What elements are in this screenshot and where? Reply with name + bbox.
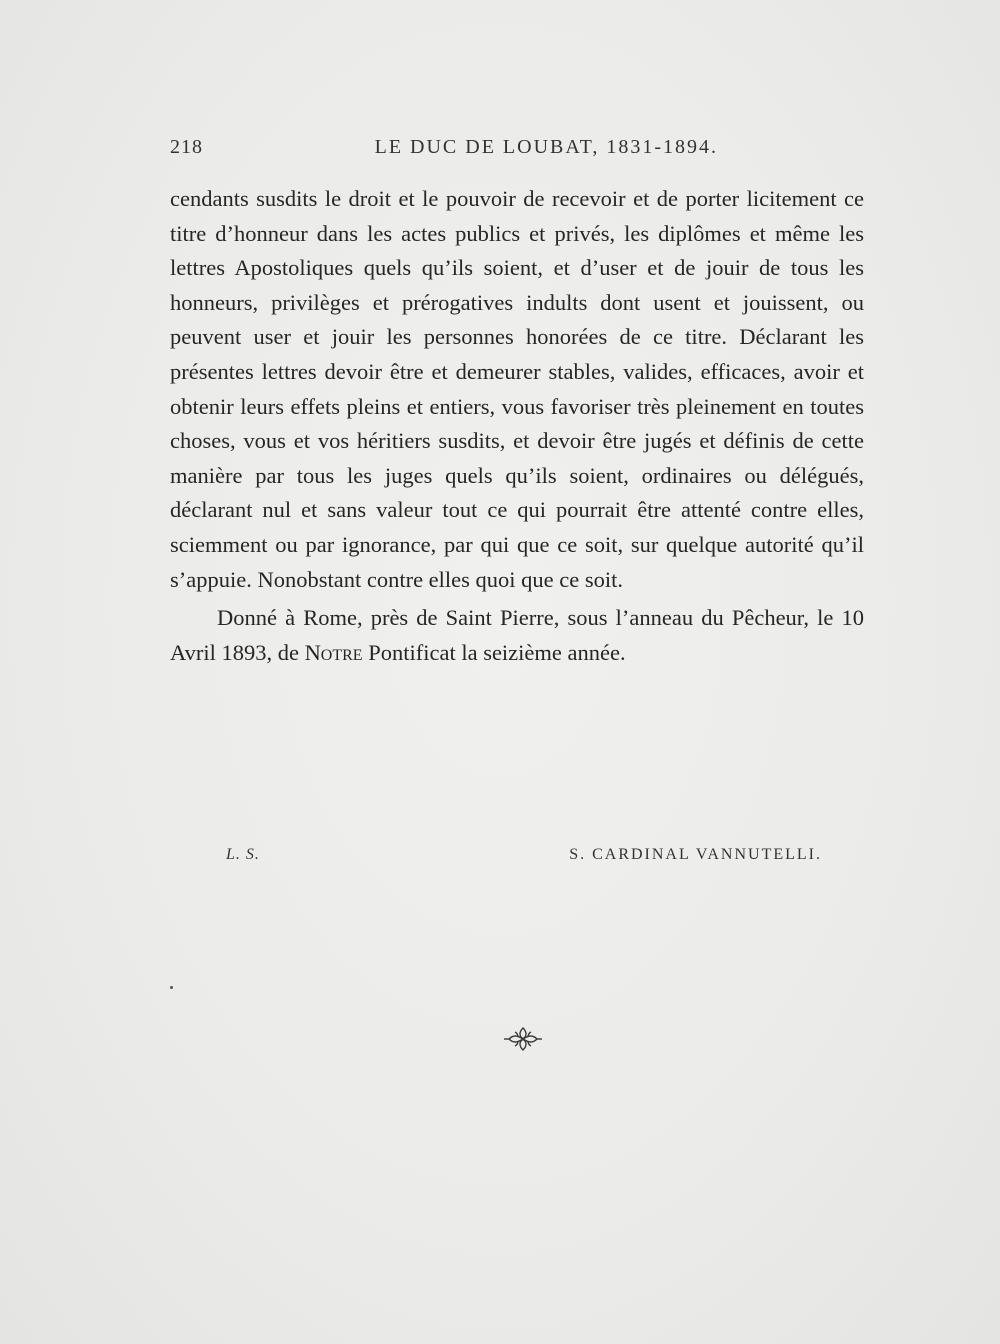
page-number: 218	[170, 136, 203, 158]
paragraph-1: cendants susdits le droit et le pouvoir de recevoir et de porter licitement ce titre d’honneur dans les actes publics et privés, les diplômes et même les lettres Apostoliques quels qu’ils soient, et d’user et de jouir de tous les honneurs, privilèges et prérogatives indults dont usent et jouissent, ou peuvent user et jouir les personnes honorées de ce titre. Déclarant les présentes lettres devoir être et demeurer stables, valides, efficaces, avoir et obtenir leurs effets pleins et entiers, vous favoriser très pleinement en toutes choses, vous et vos héritiers susdits, et devoir être jugés et définis de cette manière par tous les juges quels qu’ils soient, ordinaires ou délégués, déclarant nul et sans valeur tout ce qui pourrait être attenté contre elles, sciemment ou par ignorance, par qui que ce soit, sur quelque autorité qu’il s’appuie. Nonobstant contre elles quoi que ce soit.	[170, 186, 864, 592]
seal-mark: L. S.	[226, 846, 260, 863]
fleuron-ornament-icon	[503, 1024, 543, 1054]
paragraph-2	[170, 601, 864, 670]
signer-name: S. CARDINAL VANNUTELLI.	[569, 846, 822, 863]
paragraph-2-text-a: Donné à Rome, près de Saint Pierre, sous l’anneau du Pêcheur, le 10 Avril 1893, de	[170, 605, 864, 665]
running-title: LE DUC DE LOUBAT, 1831-1894.	[374, 136, 718, 158]
paragraph-2-text-b: Pontificat la seizième année.	[362, 639, 626, 665]
paper-speck	[170, 986, 173, 989]
body-text	[170, 182, 864, 670]
signature-line	[226, 846, 822, 864]
paragraph-2-smallcaps: Notre	[304, 639, 363, 665]
running-head	[170, 136, 718, 159]
